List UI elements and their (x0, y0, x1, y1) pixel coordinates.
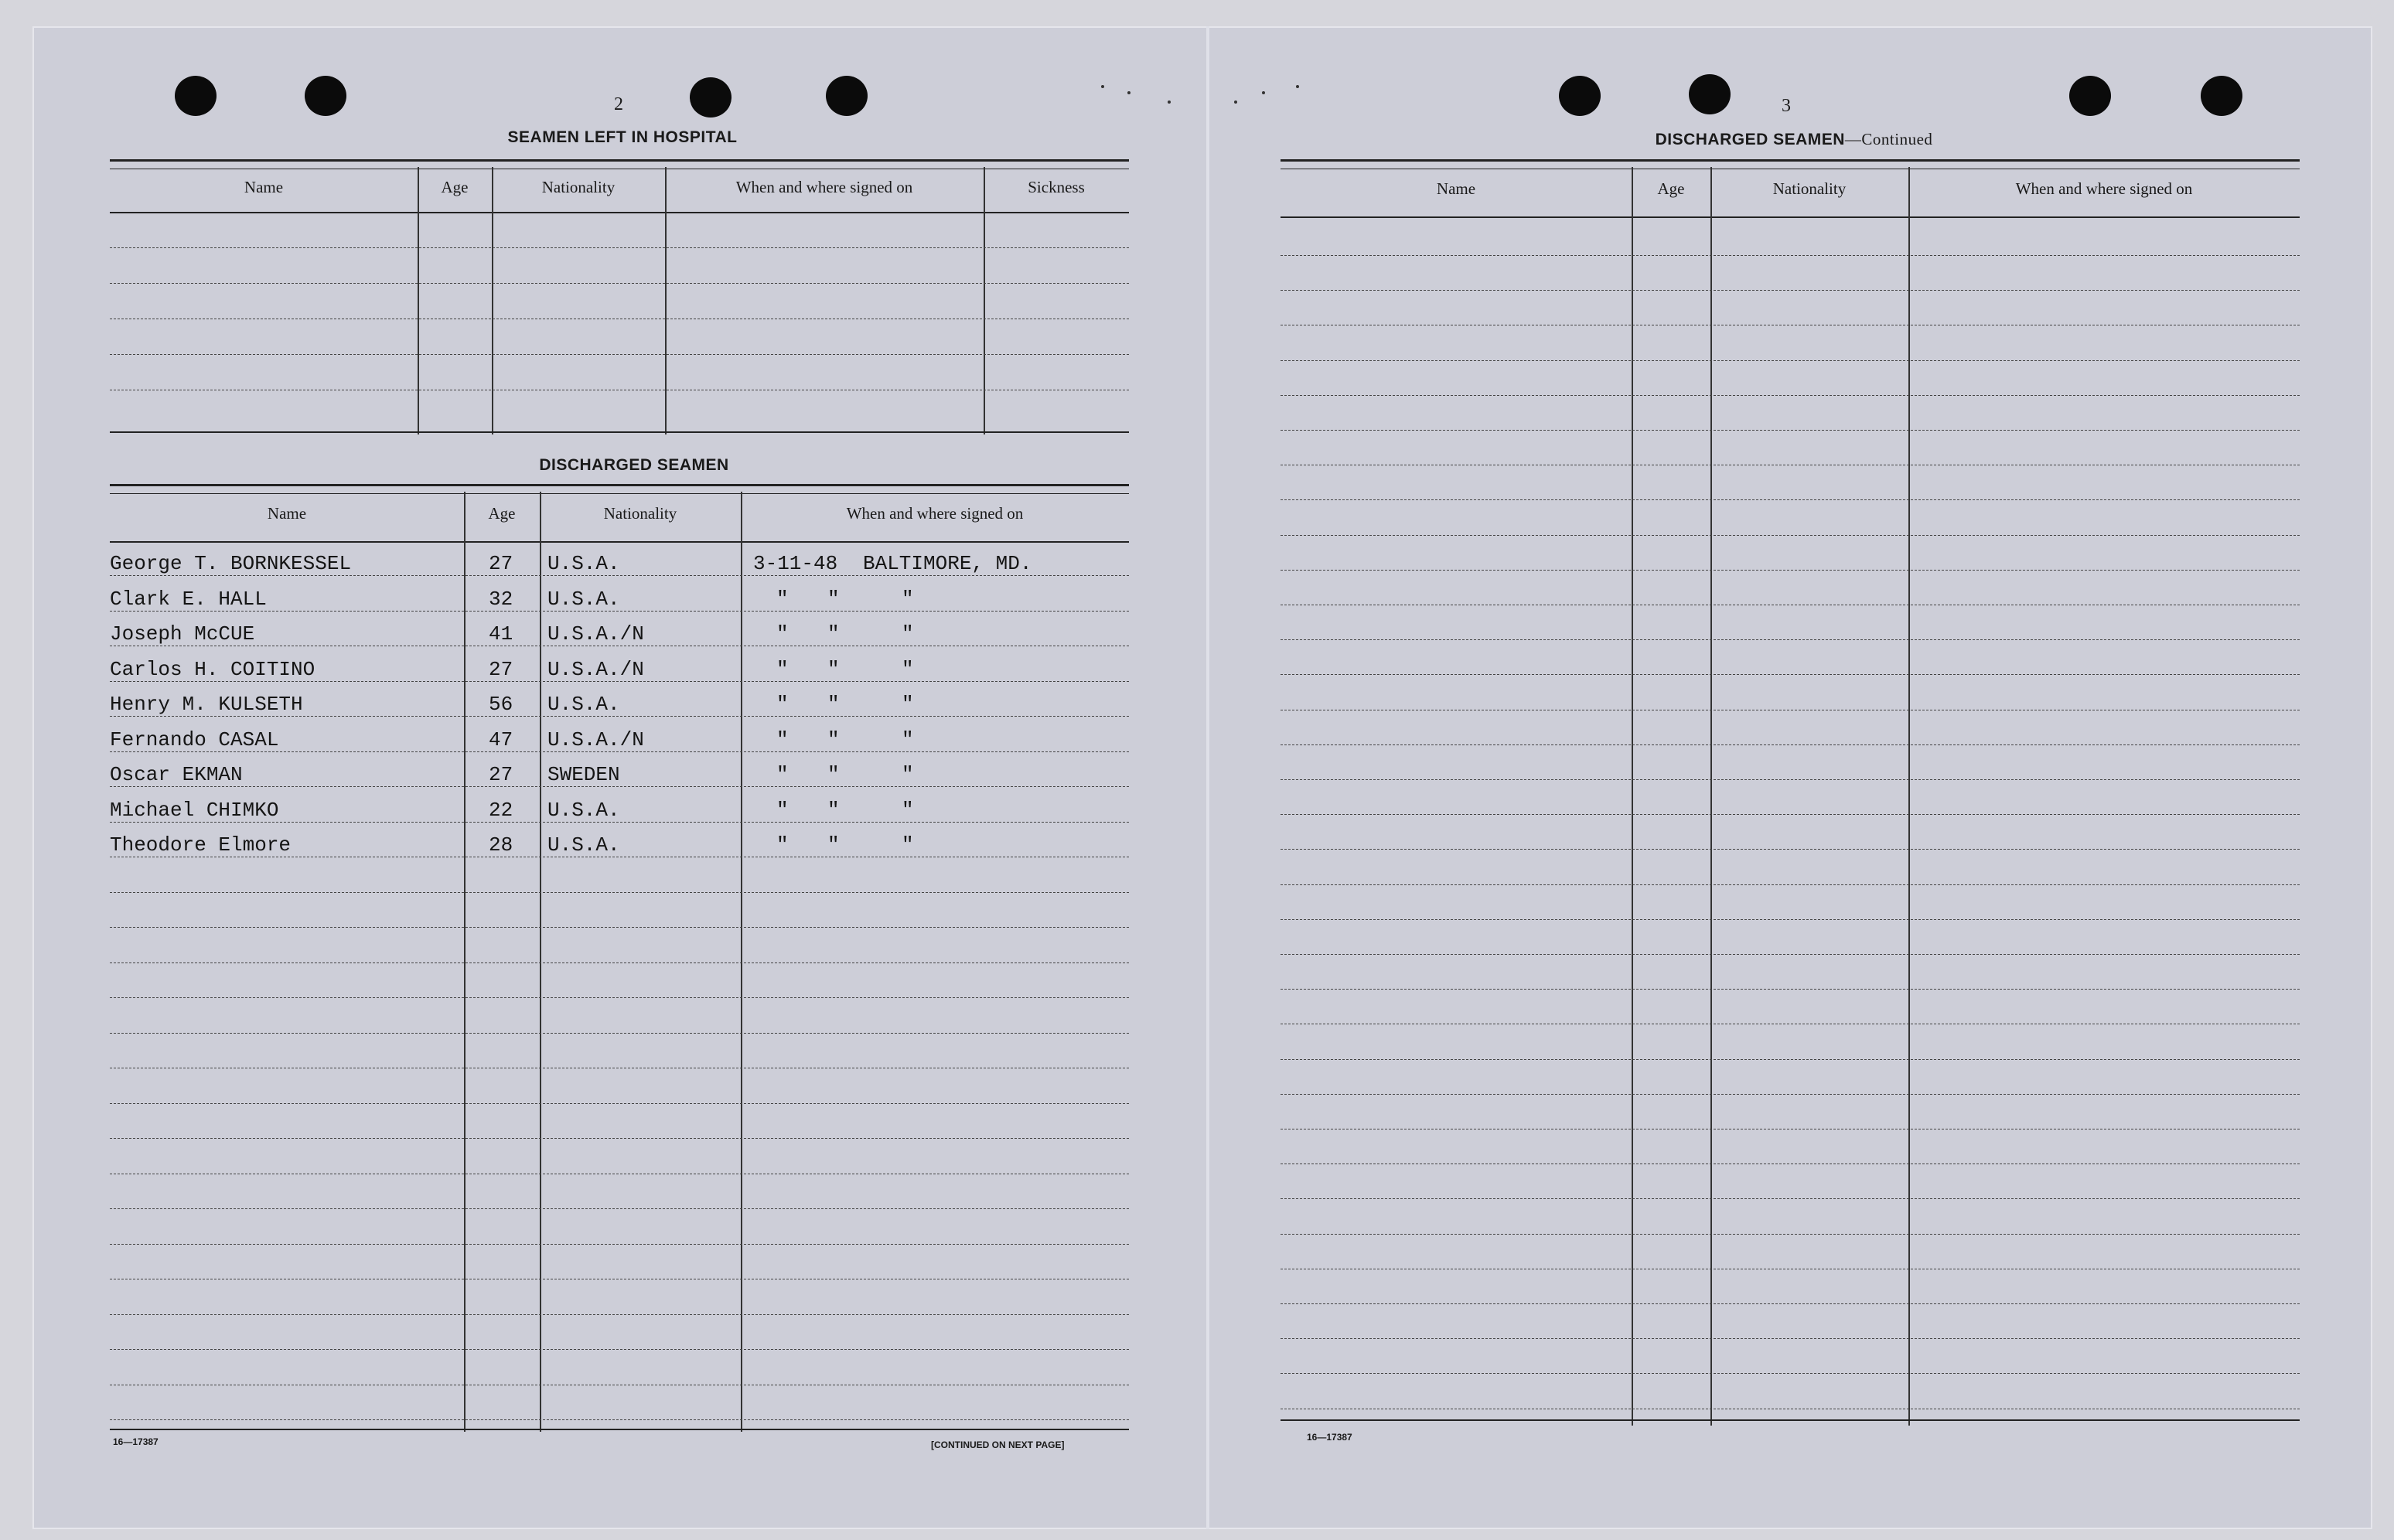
ruled-line (110, 997, 1129, 998)
cell-name: Theodore Elmore (110, 833, 292, 857)
cell-d1: " (776, 798, 789, 822)
cell-d1: " (776, 657, 789, 681)
ruled-line (1281, 779, 2300, 780)
page-number: 3 (1782, 96, 1791, 116)
form-number: 16—17387 (1307, 1432, 1352, 1443)
punch-hole (2201, 76, 2242, 116)
cell-d2: " (827, 693, 840, 716)
cell-nationality: U.S.A. (547, 587, 620, 611)
cell-d3: " (902, 693, 914, 716)
cell-d1: " (776, 763, 789, 786)
column-divider (665, 167, 667, 434)
ruled-line (1281, 535, 2300, 536)
paper-speck (1101, 85, 1104, 88)
ruled-line (110, 575, 1129, 576)
ruled-line (1281, 849, 2300, 850)
hospital-section-title: SEAMEN LEFT IN HOSPITAL (507, 128, 738, 146)
paper-speck (1168, 101, 1171, 104)
cell-d3: " (902, 727, 914, 751)
ruled-line (1281, 744, 2300, 745)
cell-name: Oscar EKMAN (110, 763, 243, 786)
discharged-table (110, 484, 1129, 1432)
col-header-age: Age (441, 178, 469, 196)
cell-d1: " (776, 622, 789, 646)
ruled-line (1281, 290, 2300, 291)
form-number: 16—17387 (113, 1436, 159, 1447)
cell-d3: " (902, 833, 914, 857)
ruled-line (110, 283, 1129, 284)
punch-hole (826, 76, 868, 116)
ruled-line (110, 681, 1129, 682)
col-header-nationality: Nationality (603, 504, 677, 523)
cell-nationality: U.S.A. (547, 798, 620, 822)
column-divider (1632, 167, 1633, 1426)
header-rule (1281, 159, 2300, 169)
cell-d3: " (902, 657, 914, 681)
cell-name: Joseph McCUE (110, 622, 255, 646)
col-header-nationality: Nationality (541, 178, 616, 196)
col-header-sickness: Sickness (1028, 178, 1085, 196)
paper-speck (1262, 91, 1265, 94)
ruled-line (1281, 674, 2300, 675)
cell-d3: " (902, 763, 914, 786)
cell-nationality: U.S.A./N (547, 727, 644, 751)
ruled-line (1281, 360, 2300, 361)
ruled-line (110, 822, 1129, 823)
continued-note: [CONTINUED ON NEXT PAGE] (931, 1439, 1065, 1450)
ruled-line (1281, 1338, 2300, 1339)
ruled-line (1281, 1373, 2300, 1374)
ruled-line (1281, 814, 2300, 815)
column-divider (1710, 167, 1712, 1426)
column-divider (418, 167, 419, 434)
ruled-line (110, 1314, 1129, 1315)
cell-nationality: U.S.A./N (547, 622, 644, 646)
cell-d3: " (902, 622, 914, 646)
paper-speck (1296, 85, 1299, 88)
cell-d2: " (827, 727, 840, 751)
ruled-line (110, 1419, 1129, 1420)
table-end-rule (110, 1429, 1129, 1430)
hospital-table (110, 159, 1129, 434)
punch-hole (690, 77, 732, 118)
punch-hole (2069, 76, 2111, 116)
col-header-signed-on: When and where signed on (735, 178, 913, 196)
ruled-line (110, 1349, 1129, 1350)
ruled-line (1281, 1094, 2300, 1095)
cell-d2: " (827, 833, 840, 857)
ruled-line (1281, 1234, 2300, 1235)
ruled-line (110, 1103, 1129, 1104)
cell-name: Clark E. HALL (110, 587, 267, 611)
column-divider (1908, 167, 1910, 1426)
ruled-line (1281, 395, 2300, 396)
cell-d3: " (902, 587, 914, 611)
punch-hole (175, 76, 217, 116)
page-number: 2 (614, 94, 623, 114)
punch-hole (1559, 76, 1601, 116)
discharged-continued-table (1281, 159, 2300, 1426)
col-header-signed-on: When and where signed on (2015, 179, 2193, 198)
cell-name: Henry M. KULSETH (110, 693, 303, 716)
cell-d2: " (827, 798, 840, 822)
ruled-line (1281, 1059, 2300, 1060)
page-fold (1206, 26, 1209, 1529)
col-header-name: Name (1436, 179, 1476, 198)
ruled-line (110, 1244, 1129, 1245)
ruled-line (1281, 255, 2300, 256)
table-end-rule (110, 431, 1129, 433)
cell-age: 27 (489, 763, 513, 786)
cell-name: George T. BORNKESSEL (110, 552, 352, 575)
cell-d2: " (827, 622, 840, 646)
header-rule (110, 484, 1129, 494)
ruled-line (110, 962, 1129, 963)
col-header-age: Age (488, 504, 516, 523)
column-divider (492, 167, 493, 434)
discharged-section-title: DISCHARGED SEAMEN (539, 456, 729, 474)
punch-hole (305, 76, 346, 116)
ruled-line (110, 786, 1129, 787)
cell-name: Michael CHIMKO (110, 798, 279, 822)
ruled-line (110, 1208, 1129, 1209)
ruled-line (1281, 884, 2300, 885)
ruled-line (110, 892, 1129, 893)
cell-nationality: U.S.A. (547, 833, 620, 857)
cell-d1: " (776, 727, 789, 751)
ruled-line (110, 1033, 1129, 1034)
column-divider (984, 167, 985, 434)
cell-age: 56 (489, 693, 513, 716)
paper-speck (1234, 101, 1237, 104)
ruled-line (110, 716, 1129, 717)
cell-age: 41 (489, 622, 513, 646)
ruled-line (1281, 430, 2300, 431)
ruled-line (110, 247, 1129, 248)
ruled-line (110, 751, 1129, 752)
header-bottom-rule (110, 541, 1129, 543)
ruled-line (1281, 1198, 2300, 1199)
cell-where: BALTIMORE, MD. (863, 552, 1032, 575)
col-header-name: Name (267, 504, 307, 523)
ruled-line (110, 354, 1129, 355)
header-rule (110, 159, 1129, 169)
ruled-line (1281, 919, 2300, 920)
cell-name: Carlos H. COITINO (110, 657, 315, 681)
cell-name: Fernando CASAL (110, 727, 279, 751)
cell-d2: " (827, 587, 840, 611)
header-bottom-rule (110, 212, 1129, 213)
cell-age: 27 (489, 552, 513, 575)
discharged-continued-title (1577, 130, 2010, 149)
cell-d2: " (827, 763, 840, 786)
cell-age: 27 (489, 657, 513, 681)
ruled-line (1281, 499, 2300, 500)
col-header-nationality: Nationality (1772, 179, 1847, 198)
ruled-line (110, 611, 1129, 612)
cell-nationality: U.S.A. (547, 552, 620, 575)
cell-age: 22 (489, 798, 513, 822)
cell-date: 3-11-48 (753, 552, 838, 575)
cell-d3: " (902, 798, 914, 822)
cell-d1: " (776, 833, 789, 857)
title-suffix: —Continued (1844, 130, 1933, 148)
cell-d1: " (776, 693, 789, 716)
header-bottom-rule (1281, 216, 2300, 218)
col-header-name: Name (244, 178, 284, 196)
col-header-signed-on: When and where signed on (846, 504, 1024, 523)
ruled-line (1281, 570, 2300, 571)
ruled-line (110, 1138, 1129, 1139)
cell-age: 28 (489, 833, 513, 857)
col-header-age: Age (1657, 179, 1685, 198)
ruled-line (1281, 954, 2300, 955)
cell-d2: " (827, 657, 840, 681)
cell-nationality: U.S.A. (547, 693, 620, 716)
cell-nationality: SWEDEN (547, 763, 620, 786)
cell-age: 32 (489, 587, 513, 611)
cell-d1: " (776, 587, 789, 611)
ruled-line (1281, 639, 2300, 640)
cell-age: 47 (489, 727, 513, 751)
punch-hole (1689, 74, 1731, 114)
ruled-line (110, 927, 1129, 928)
title-main: DISCHARGED SEAMEN (1655, 131, 1845, 148)
ruled-line (1281, 1303, 2300, 1304)
table-end-rule (1281, 1419, 2300, 1421)
ruled-line (1281, 989, 2300, 990)
paper-speck (1127, 91, 1130, 94)
cell-nationality: U.S.A./N (547, 657, 644, 681)
